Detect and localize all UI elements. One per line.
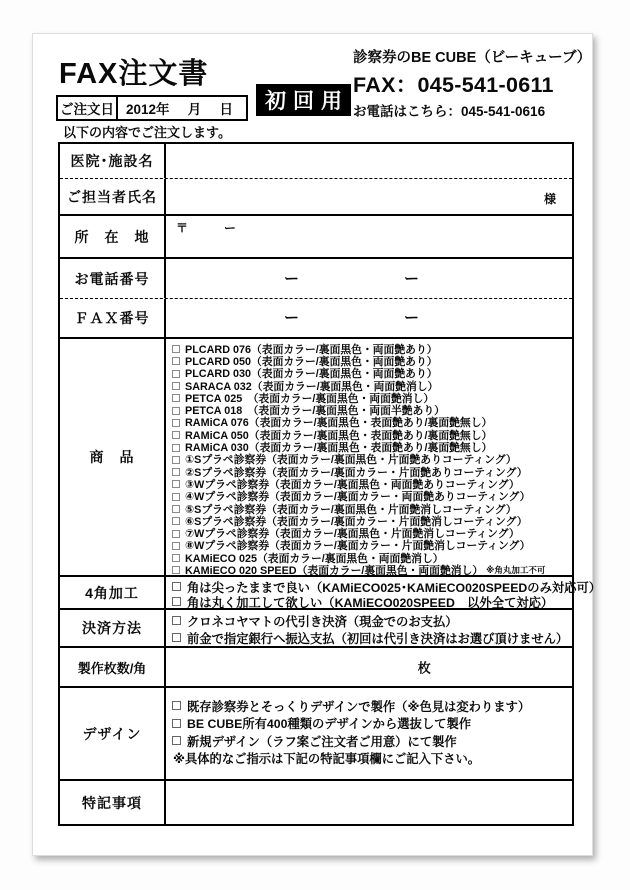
clinic-name-label: 医院･施設名: [60, 144, 166, 178]
design-label: デザイン: [60, 688, 166, 779]
checkbox-icon[interactable]: [172, 719, 181, 728]
postal-mark: 〒: [176, 221, 189, 235]
clinic-name-row: [60, 144, 572, 179]
product-option-label: PETCA 018 （表面カラー/裏面黒色・両面半艶あり）: [185, 405, 445, 418]
products-row: [60, 339, 572, 577]
design-options: [166, 688, 572, 779]
checkbox-icon[interactable]: [172, 493, 180, 501]
checkbox-icon[interactable]: [172, 582, 181, 591]
product-option-note: ※角丸加工不可: [486, 565, 546, 576]
corner-option-label: 角は尖ったままで良い（KAMiECO025･KAMiECO020SPEEDのみ対応可）: [187, 580, 602, 595]
quantity-label: 製作枚数/角: [60, 648, 166, 686]
product-option-label: RAMiCA 030（表面カラー/裏面黒色・表面艶あり/裏面艶無し）: [185, 442, 493, 455]
payment-option: [172, 629, 572, 646]
checkbox-icon[interactable]: [172, 419, 180, 427]
honorific-suffix: 様: [543, 191, 556, 206]
special-notes-label: 特記事項: [60, 781, 166, 824]
product-option-label: PLCARD 050（表面カラー/裏面黒色・両面艶あり）: [185, 355, 438, 368]
quantity-unit: 枚: [417, 660, 431, 676]
product-option: [172, 564, 572, 576]
product-option-label: KAMiECO 025（表面カラー/裏面黒色・両面艶消し）: [185, 552, 444, 565]
fax-label: ＦＡＸ番号: [60, 299, 166, 337]
corner-processing-row: [60, 577, 602, 610]
checkbox-icon[interactable]: [172, 616, 181, 625]
product-option-label: RAMiCA 076（表面カラー/裏面黒色・表面艶あり/裏面艶無し）: [185, 417, 493, 430]
phone-dash: ー: [284, 309, 300, 327]
order-date-label: ご注文日: [58, 97, 118, 119]
checkbox-icon[interactable]: [172, 566, 180, 574]
design-option-label: BE CUBE所有400種類のデザインから選抜して製作: [187, 717, 472, 732]
product-option-label: SARACA 032（表面カラー/裏面黒色・両面艶消し）: [185, 380, 439, 393]
page-title: FAX注文書: [59, 58, 209, 90]
payment-option-label: クロネコヤマトの代引き決済（現金でのお支払）: [187, 614, 458, 629]
fax-order-form-sheet: [32, 33, 602, 856]
corner-option: [172, 594, 601, 609]
order-date-day: 日: [219, 102, 233, 117]
design-note-text: ※具体的なご指示は下記の特記事項欄にご記入下さい。: [173, 752, 481, 767]
checkbox-icon[interactable]: [172, 357, 180, 365]
checkbox-icon[interactable]: [172, 468, 180, 476]
contact-person-row: [60, 179, 572, 216]
checkbox-icon[interactable]: [172, 701, 181, 710]
fax-row: [60, 299, 572, 339]
checkbox-icon[interactable]: [172, 597, 181, 606]
contact-block: [353, 46, 591, 120]
phone-dash: ー: [284, 269, 300, 287]
first-time-badge: 初回用: [256, 84, 351, 116]
contact-person-field[interactable]: [166, 179, 572, 214]
checkbox-icon[interactable]: [172, 394, 180, 402]
telephone-field[interactable]: [166, 259, 572, 298]
brand-name: 診察券のBE CUBE（ビーキューブ）: [353, 50, 592, 66]
fax-number: FAX：045-541-0611: [353, 73, 554, 97]
order-table: [58, 142, 602, 826]
design-row: [60, 688, 572, 781]
telephone-row: [60, 259, 572, 299]
product-option-label: ②Sプラペ診察券（表面カラー/裏面カラー・片面艶ありコーティング）: [185, 466, 528, 479]
checkbox-icon[interactable]: [172, 517, 180, 525]
products-list: [166, 339, 572, 575]
checkbox-icon[interactable]: [172, 530, 180, 538]
product-option-label: ⑧Wプラペ診察券（表面カラー/裏面カラー・片面艶消しコーティング）: [185, 540, 531, 553]
products-label: 商 品: [60, 339, 166, 575]
design-option: [172, 715, 572, 733]
address-label: 所 在 地: [60, 216, 166, 257]
special-notes-field[interactable]: [166, 781, 572, 824]
fax-field[interactable]: [166, 299, 572, 337]
payment-method-row: [60, 610, 572, 648]
design-option-label: 新規デザイン（ラフ案ご注文者ご用意）にて製作: [187, 734, 457, 749]
postal-dash: ー: [224, 221, 237, 235]
product-option-label: PLCARD 030（表面カラー/裏面黒色・両面艶あり）: [185, 368, 438, 381]
telephone-label: お電話番号: [60, 259, 166, 298]
clinic-name-field[interactable]: [166, 144, 572, 178]
corner-options: [166, 577, 601, 608]
payment-options: [166, 610, 572, 646]
address-row: [60, 216, 572, 259]
product-option-label: ⑤Sプラペ診察券（表面カラー/裏面黒色・片面艶消しコーティング）: [185, 503, 517, 516]
checkbox-icon[interactable]: [172, 407, 180, 415]
payment-option-label: 前金で指定銀行へ振込支払（初回は代引き決済はお選び頂けません）: [187, 631, 569, 646]
order-date-value[interactable]: [118, 97, 246, 119]
product-option-label: ⑦Wプラペ診察券（表面カラー/裏面黒色・片面艶消しコーティング）: [185, 528, 520, 541]
product-option-label: ⑥Sプラペ診察券（表面カラー/裏面カラー・片面艶消しコーティング）: [185, 515, 528, 528]
checkbox-icon[interactable]: [172, 431, 180, 439]
quantity-row: [60, 648, 572, 688]
product-option-label: ①Sプラペ診察券（表面カラー/裏面黒色・片面艶ありコーティング）: [185, 454, 517, 467]
product-option-label: ④Wプラペ診察券（表面カラー/裏面カラー・両面艶ありコーティング）: [185, 491, 531, 504]
order-date-month: 月: [187, 102, 202, 117]
checkbox-icon[interactable]: [172, 345, 180, 353]
special-notes-row: [60, 781, 572, 824]
payment-option: [172, 612, 572, 629]
design-note: [172, 750, 572, 768]
product-option-label: PLCARD 076（表面カラー/裏面黒色・両面艶あり）: [185, 343, 438, 356]
phone-dash: ー: [404, 269, 420, 287]
product-option-label: ③Wプラペ診察券（表面カラー/裏面黒色・両面艶ありコーティング）: [185, 478, 520, 491]
design-option: [172, 732, 572, 750]
corner-processing-label: 4角加工: [60, 577, 166, 608]
product-option-label: PETCA 025 （表面カラー/裏面黒色・両面艶消し）: [185, 392, 435, 405]
checkbox-icon[interactable]: [172, 480, 180, 488]
product-option-label: KAMiECO 020 SPEED（表面カラー/裏面黒色・両面艶消し）: [185, 565, 484, 577]
design-option: [172, 697, 572, 715]
checkbox-icon[interactable]: [172, 444, 180, 452]
design-option-label: 既存診察券とそっくりデザインで製作（※色見は変わります）: [187, 699, 531, 714]
payment-method-label: 決済方法: [60, 610, 166, 646]
contact-person-label: ご担当者氏名: [60, 179, 166, 214]
address-field[interactable]: [166, 216, 572, 257]
checkbox-icon[interactable]: [172, 542, 180, 550]
checkbox-icon[interactable]: [172, 554, 180, 562]
order-date-box: [56, 95, 248, 121]
phone-number: お電話はこちら：045-541-0616: [353, 104, 546, 119]
product-option-label: RAMiCA 050（表面カラー/裏面黒色・表面艶あり/裏面艶無し）: [185, 429, 493, 442]
intro-text: 以下の内容でご注文します。: [63, 125, 231, 140]
checkbox-icon[interactable]: [172, 633, 181, 642]
checkbox-icon[interactable]: [172, 370, 180, 378]
quantity-field[interactable]: [166, 648, 572, 686]
corner-option-label: 角は丸く加工して欲しい（KAMiECO020SPEED 以外全て対応）: [187, 595, 554, 610]
checkbox-icon[interactable]: [172, 736, 181, 745]
checkbox-icon[interactable]: [172, 456, 180, 464]
order-date-year: 2012年: [126, 102, 170, 117]
phone-dash: ー: [404, 309, 420, 327]
checkbox-icon[interactable]: [172, 382, 180, 390]
checkbox-icon[interactable]: [172, 505, 180, 513]
